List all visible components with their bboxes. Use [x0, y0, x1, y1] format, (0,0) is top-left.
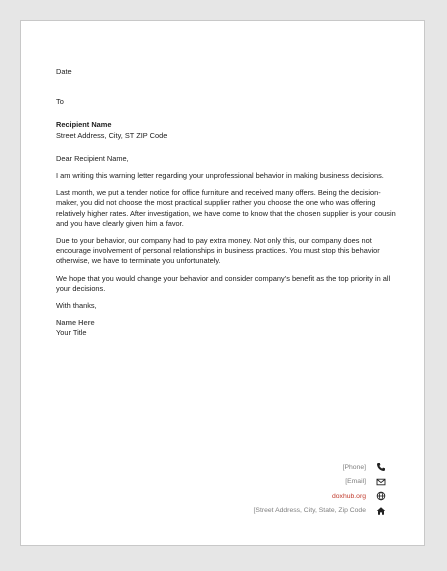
salutation: Dear Recipient Name,	[56, 153, 129, 163]
contact-footer	[254, 460, 386, 518]
website-row	[254, 489, 386, 504]
paragraph-3: Due to your behavior, our company had to pay extra money. Not only this, our company does not encourage involvement of personal relationships in business practices. You must stop this behavior otherwise, we have to terminate you unfortunately.	[56, 236, 380, 266]
date-line: Date	[56, 67, 72, 76]
email-text: [Email]	[345, 478, 366, 486]
paragraph-1: I am writing this warning letter regarding your unprofessional behavior in making business decisions.	[56, 171, 384, 181]
recipient-name: Recipient Name	[56, 120, 112, 130]
recipient-address: Street Address, City, ST ZIP Code	[56, 130, 168, 140]
to-line: To	[56, 97, 64, 107]
home-icon	[376, 506, 386, 516]
email-icon	[376, 477, 386, 487]
paragraph-4: We hope that you would change your behavior and consider company’s benefit as the top priority in all your decisions.	[56, 273, 391, 293]
email-row	[254, 475, 386, 490]
phone-icon	[376, 462, 386, 472]
paragraph-2: Last month, we put a tender notice for office furniture and received many offers. Being the decision-maker, you did not choose the most practical supplier rather you choose the one who was offering relatively higher rates. After investigation, we have come to know that the chosen supplier is your cousin and you have clearly given him a favor.	[56, 188, 396, 228]
sender-title: Your Title	[56, 328, 87, 338]
phone-text: [Phone]	[342, 463, 366, 471]
closing: With thanks,	[56, 301, 97, 311]
website-link[interactable]: doxhub.org	[331, 492, 366, 500]
address-row	[254, 504, 386, 519]
sender-name: Name Here	[56, 318, 95, 328]
phone-row	[254, 460, 386, 475]
letter-page	[20, 20, 425, 546]
letter-body	[56, 67, 396, 339]
globe-icon	[376, 491, 386, 501]
address-text: [Street Address, City, State, Zip Code	[253, 507, 366, 515]
